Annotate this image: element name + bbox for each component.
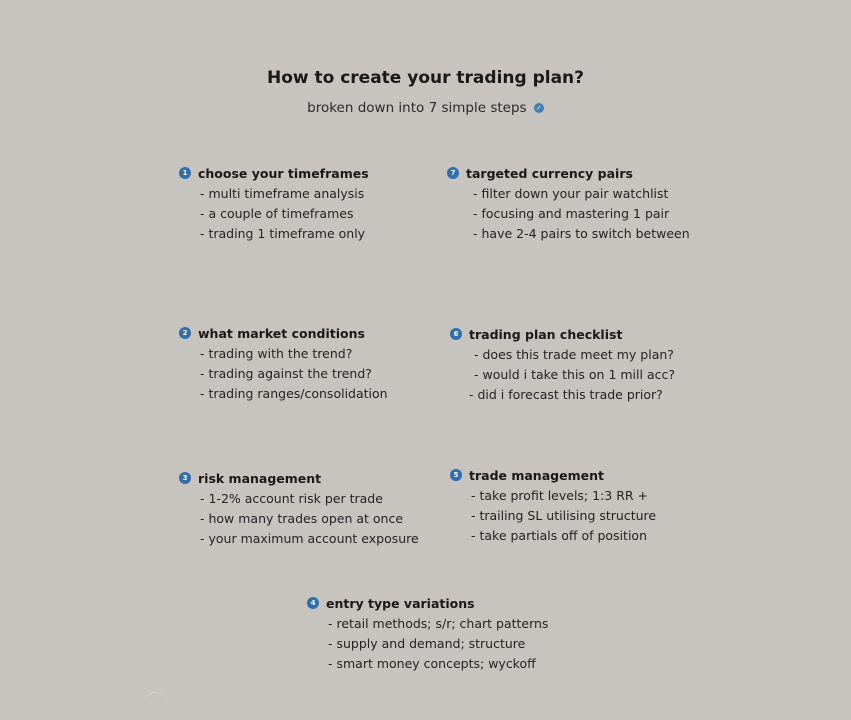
step-number-badge: 1 bbox=[179, 167, 191, 179]
step-title: entry type variations bbox=[326, 595, 475, 611]
list-item: - focusing and mastering 1 pair bbox=[473, 206, 670, 221]
list-item: - retail methods; s/r; chart patterns bbox=[328, 616, 549, 631]
step-2 bbox=[179, 325, 388, 404]
step-3 bbox=[179, 470, 419, 549]
list-item: - filter down your pair watchlist bbox=[473, 186, 669, 201]
step-title: what market conditions bbox=[198, 325, 365, 341]
list-item: - a couple of timeframes bbox=[200, 206, 354, 221]
step-4 bbox=[307, 595, 548, 674]
list-item: - trading against the trend? bbox=[200, 366, 372, 381]
step-number-badge: 6 bbox=[450, 328, 462, 340]
list-item: - smart money concepts; wyckoff bbox=[328, 656, 536, 671]
list-item: - trailing SL utilising structure bbox=[471, 508, 657, 523]
list-item: - 1-2% account risk per trade bbox=[200, 491, 383, 506]
list-item: - have 2-4 pairs to switch between bbox=[473, 226, 690, 241]
list-item: - take profit levels; 1:3 RR + bbox=[471, 488, 649, 503]
step-6 bbox=[450, 326, 675, 405]
verified-check-icon: ✓ bbox=[534, 103, 544, 113]
list-item: - take partials off of position bbox=[471, 528, 647, 543]
list-item: - does this trade meet my plan? bbox=[474, 347, 674, 362]
step-7 bbox=[447, 165, 690, 244]
step-number-badge: 7 bbox=[447, 167, 459, 179]
step-number-badge: 4 bbox=[307, 597, 319, 609]
list-item: - trading with the trend? bbox=[200, 346, 353, 361]
list-item: - would i take this on 1 mill acc? bbox=[474, 367, 675, 382]
decorative-arc bbox=[143, 692, 167, 717]
step-5 bbox=[450, 467, 656, 546]
list-item: - did i forecast this trade prior? bbox=[469, 387, 663, 402]
step-1 bbox=[179, 165, 369, 244]
list-item: - how many trades open at once bbox=[200, 511, 404, 526]
list-item: - your maximum account exposure bbox=[200, 531, 419, 546]
step-title: trade management bbox=[469, 467, 604, 483]
step-title: trading plan checklist bbox=[469, 326, 623, 342]
list-item: - multi timeframe analysis bbox=[200, 186, 365, 201]
list-item: - trading 1 timeframe only bbox=[200, 226, 366, 241]
subtitle-text: broken down into 7 simple steps bbox=[307, 100, 527, 116]
page-title: How to create your trading plan? bbox=[266, 68, 585, 88]
step-title: choose your timeframes bbox=[198, 165, 369, 181]
list-item: - supply and demand; structure bbox=[328, 636, 526, 651]
step-number-badge: 3 bbox=[179, 472, 191, 484]
step-title: targeted currency pairs bbox=[466, 165, 633, 181]
step-number-badge: 5 bbox=[450, 469, 462, 481]
page-subtitle bbox=[0, 100, 851, 116]
list-item: - trading ranges/consolidation bbox=[200, 386, 388, 401]
step-number-badge: 2 bbox=[179, 327, 191, 339]
step-title: risk management bbox=[198, 470, 322, 486]
